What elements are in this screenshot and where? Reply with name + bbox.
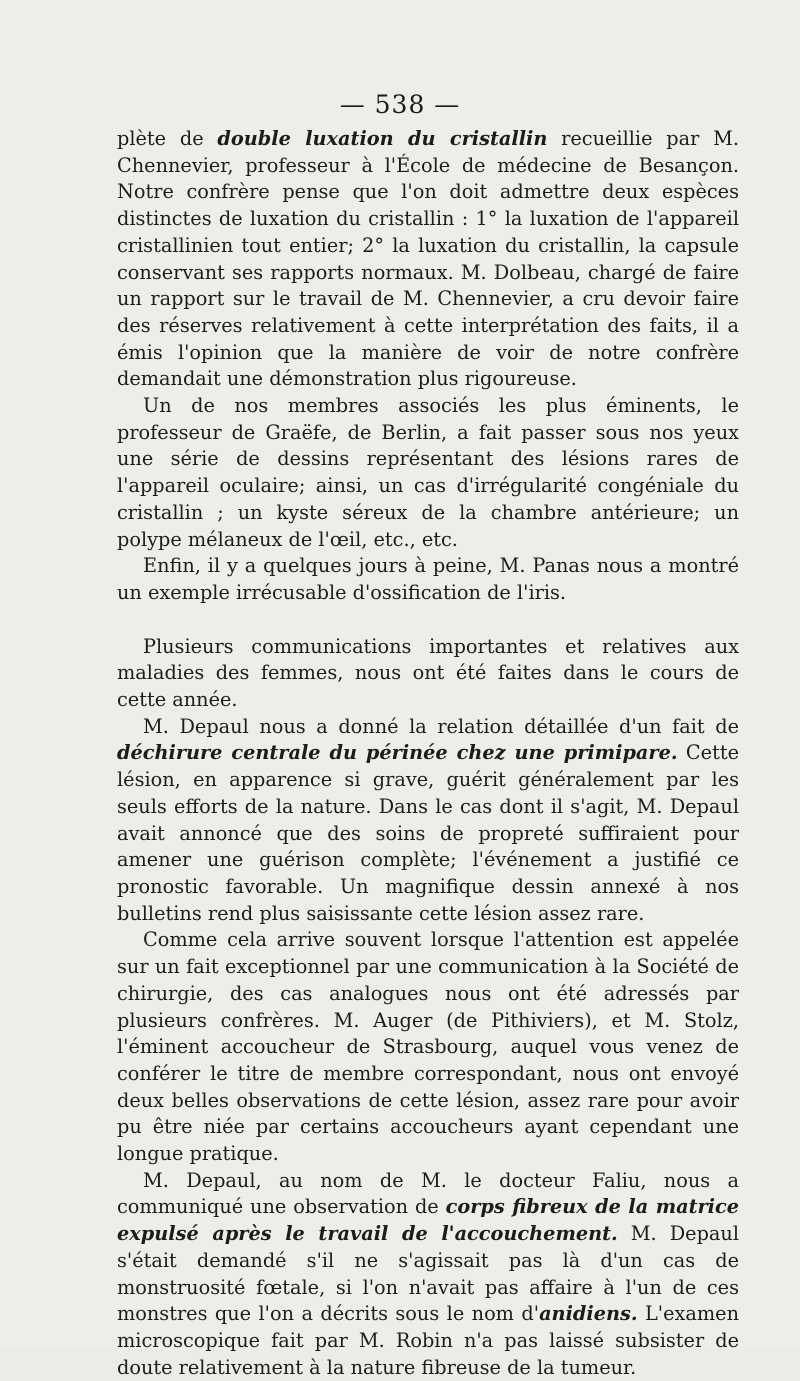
- text-segment: recueillie par M. Chennevier, professeur à l'École de médecine de Besançon. Notre confrère pense que l'on doit admettre deux espèces distinctes de luxation du cristallin : 1° la luxation de l'appareil cristallinien tout entier; 2° la luxation du cristallin, la capsule conservant ses rapports normaux. M. Dolbeau, chargé de faire un rapport sur le travail de M. Chennevier, a cru devoir faire des réserves relativement à cette interprétation des faits, il a émis l'opinion que la manière de voir de notre confrère demandait une démonstration plus rigoureuse.: [117, 127, 739, 391]
- text-segment: M. Depaul s'était demandé s'il ne s'agissait pas là d'un cas de monstruosité fœtale, si l'on n'avait pas affaire à l'un de ces monstres que l'on a décrits sous le nom d': [117, 1222, 740, 1326]
- paragraph: [117, 1168, 739, 1381]
- italic-text: double luxation du cristallin: [217, 127, 548, 150]
- text-segment: Comme cela arrive souvent lorsque l'attention est appelée sur un fait exceptionnel par une communication à la Société de chirurgie, des cas analogues nous ont été adressés par plusieurs confrères. M. Auger (de Pithiviers), et M. Stolz, l'éminent accoucheur de Strasbourg, auquel vous venez de conférer le titre de membre correspondant, nous ont envoyé deux belles observations de cette lésion, assez rare pour avoir pu être niée par certains accoucheurs ayant cependant une longue pratique.: [117, 928, 739, 1166]
- paragraph: [117, 634, 739, 714]
- text-segment: plète de: [117, 127, 218, 150]
- paragraph: [117, 927, 739, 1167]
- text-segment: M. Depaul, au nom de M. le docteur Faliu, nous a communiqué une observation de: [117, 1168, 739, 1219]
- text-segment: L'examen microscopique fait par M. Robin n'a pas laissé subsister de doute relativement à la nature fibreuse de la tumeur.: [117, 1302, 739, 1379]
- text-segment: Plusieurs communications importantes et relatives aux maladies des femmes, nous ont été faites dans le cours de cette année.: [117, 634, 739, 712]
- paragraph: [117, 393, 739, 553]
- page-number: — 538 —: [339, 90, 461, 119]
- section-gap: [117, 607, 739, 634]
- text-segment: Enfin, il y a quelques jours à peine, M. Panas nous a montré un exemple irrécusable d'ossification de l'iris.: [117, 554, 739, 604]
- paragraph: [117, 714, 739, 928]
- italic-text: corps fibreux de la matrice expulsé après le travail de l'accouchement.: [117, 1195, 739, 1246]
- italic-text: déchirure centrale du périnée chez une primipare.: [117, 741, 678, 765]
- italic-text: anidiens.: [539, 1302, 638, 1326]
- text-segment: M. Depaul nous a donné la relation détaillée d'un fait de: [143, 714, 739, 738]
- paragraph: [117, 126, 739, 393]
- paragraph: [117, 553, 739, 606]
- text-segment: Un de nos membres associés les plus éminents, le professeur de Graëfe, de Berlin, a fait passer sous nos yeux une série de dessins représentant des lésions rares de l'appareil oculaire; ainsi, un cas d'irrégularité congéniale du cristallin ; un kyste séreux de la chambre antérieure; un polype mélaneux de l'œil, etc., etc.: [117, 394, 739, 551]
- body-text: [117, 126, 739, 1381]
- text-segment: Cette lésion, en apparence si grave, guérit généralement par les seuls efforts de la nature. Dans le cas dont il s'agit, M. Depaul avait annoncé que des soins de propreté suffiraient pour amener une guérison complète; l'événement a justifié ce pronostic favorable. Un magnifique dessin annexé à nos bulletins rend plus saisissante cette lésion assez rare.: [117, 741, 739, 925]
